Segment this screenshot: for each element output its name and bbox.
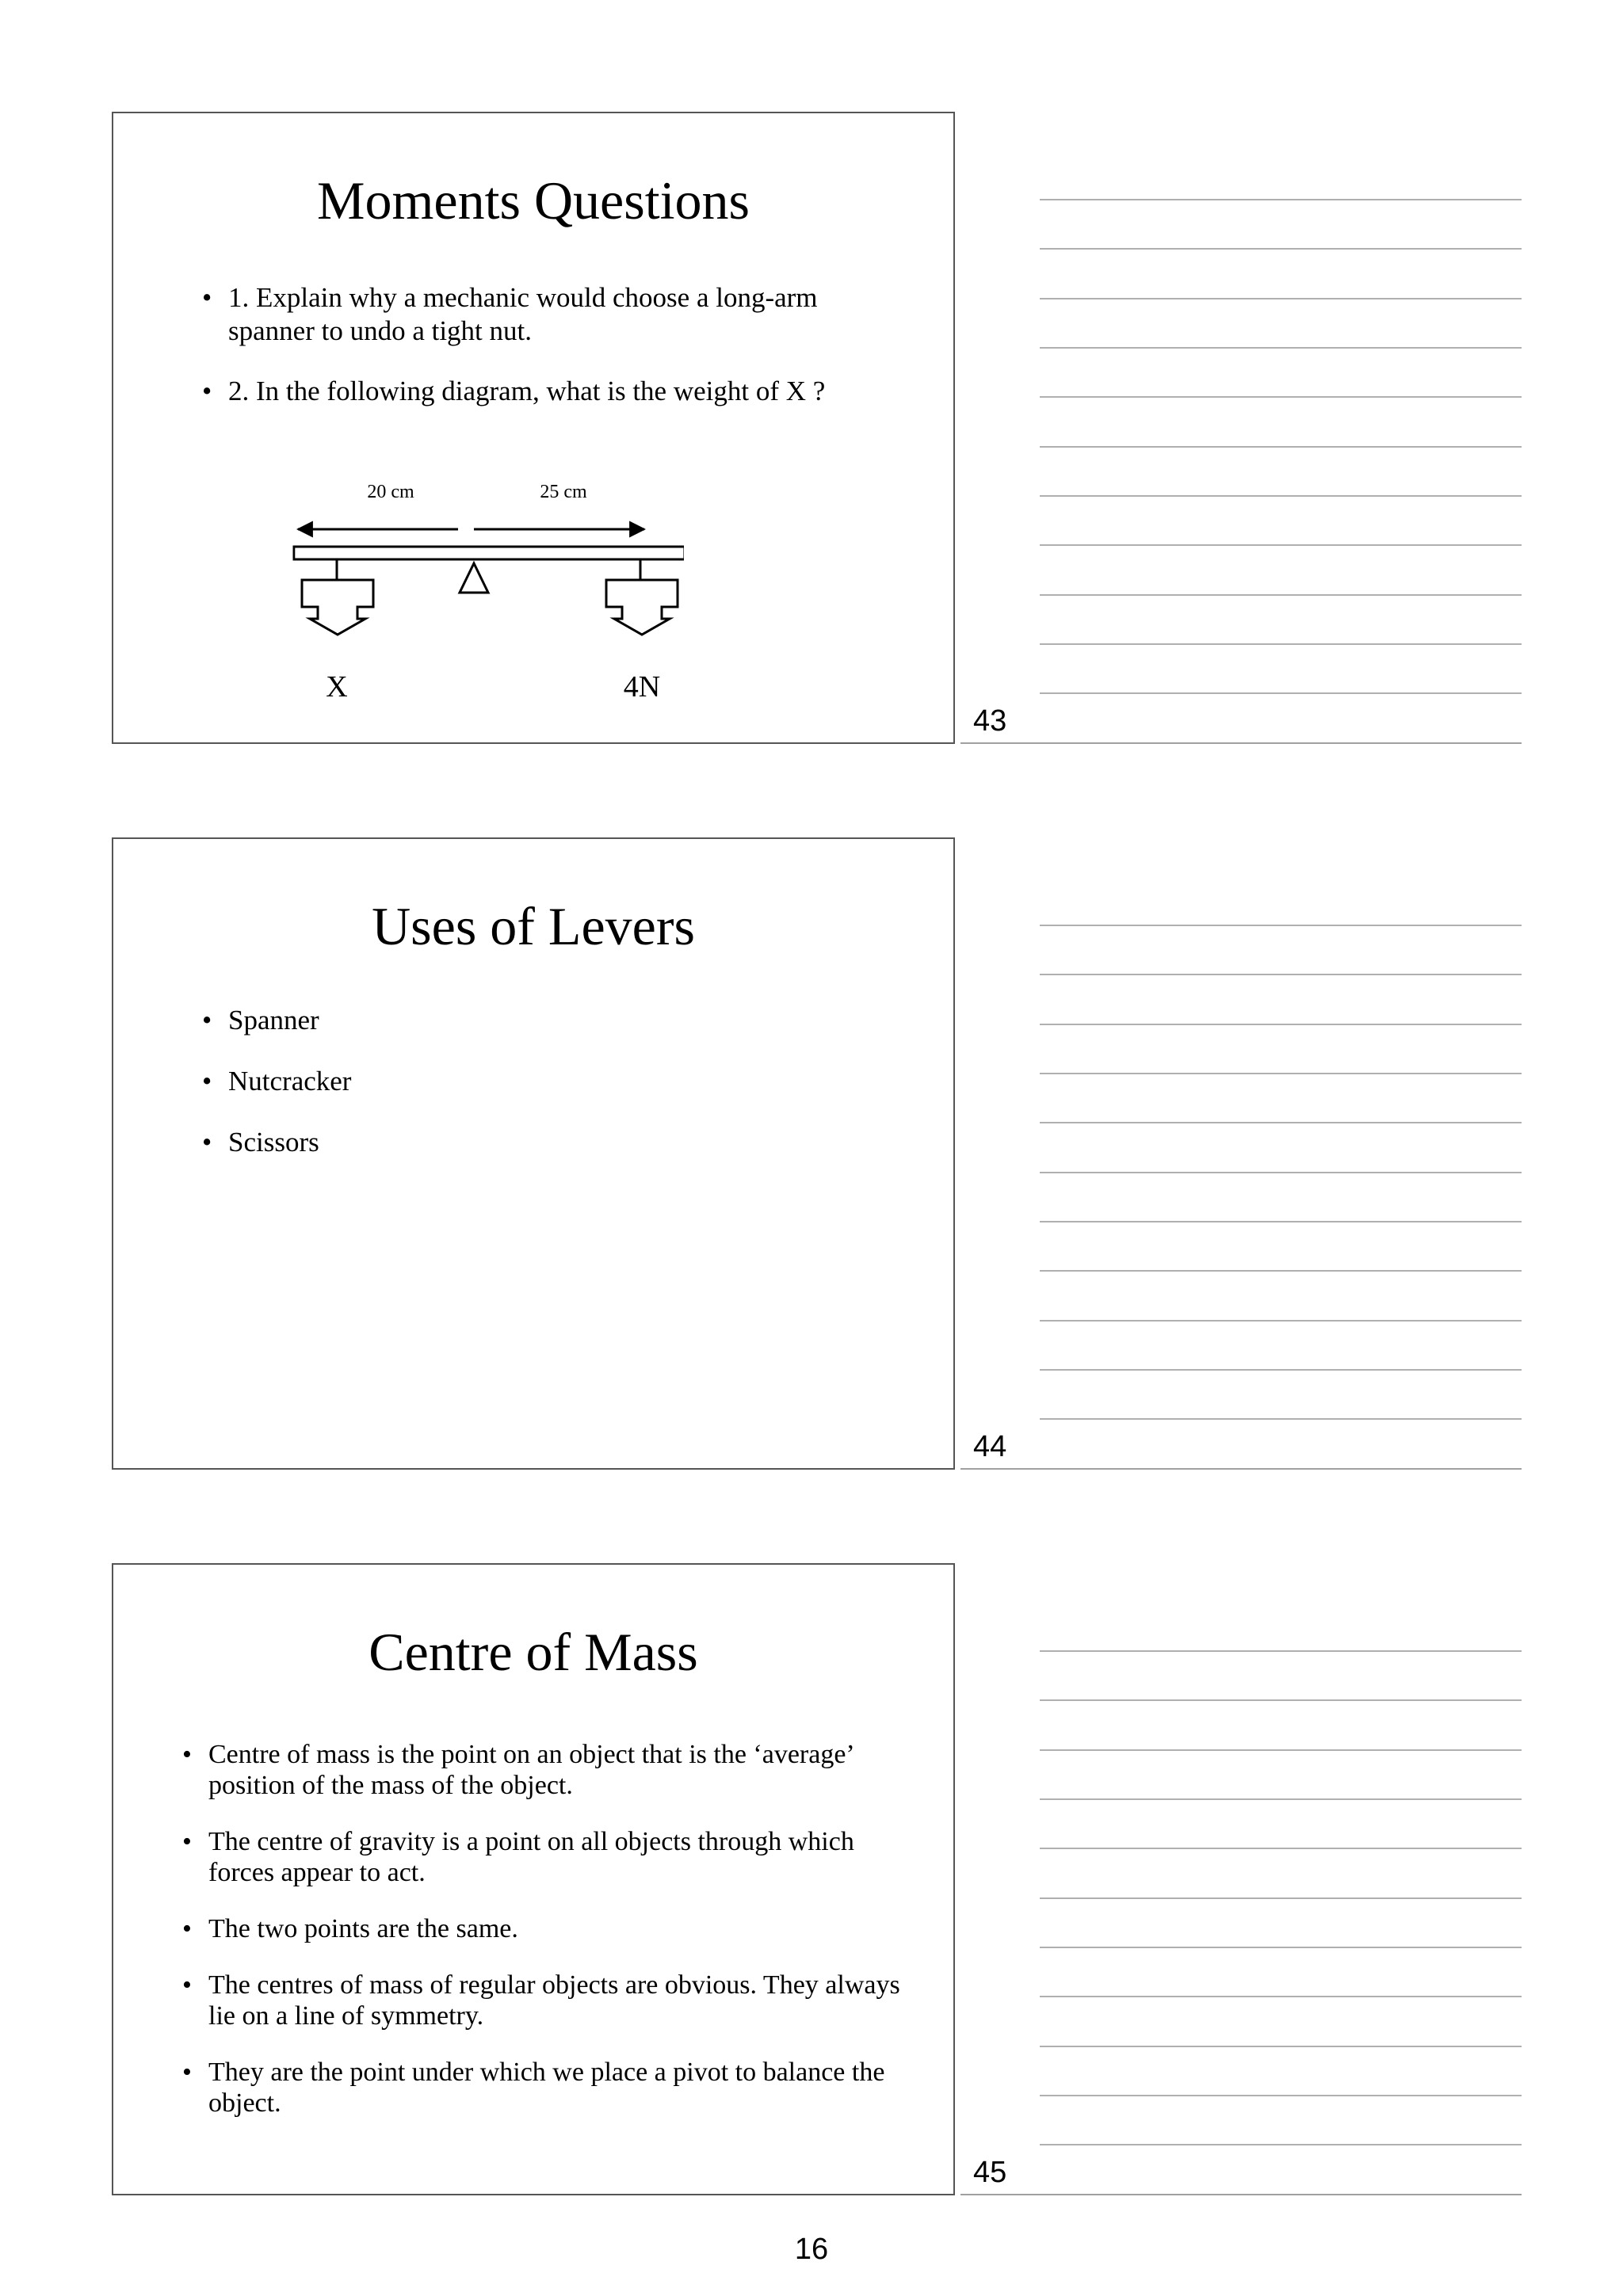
list-item [202, 281, 910, 348]
note-line [1040, 974, 1522, 975]
note-line [1040, 692, 1522, 694]
bullet-text: The centres of mass of regular objects are obvious. They always lie on a line of symmetry. [208, 1970, 900, 2031]
bullet-icon: • [182, 1970, 192, 2000]
bullet-text: 2. In the following diagram, what is the weight of X ? [228, 376, 826, 406]
note-line [1040, 1996, 1522, 1997]
bullet-text: Spanner [228, 1005, 319, 1035]
list-item [182, 1826, 906, 1888]
bullet-list [182, 1739, 906, 2119]
bullet-text: Nutcracker [228, 1066, 352, 1097]
note-line [1040, 1221, 1522, 1222]
slide-44 [112, 837, 955, 1470]
bullet-icon: • [182, 1827, 192, 1856]
note-line [1040, 298, 1522, 299]
right-weight-arrow-icon [606, 580, 678, 635]
page-number: 16 [794, 2233, 829, 2266]
lever-beam [294, 547, 684, 559]
note-line [1040, 2144, 1522, 2145]
note-line [1040, 495, 1522, 497]
note-line [1040, 1897, 1522, 1899]
divider [960, 2194, 1522, 2195]
list-item [182, 2057, 906, 2119]
list-item [202, 1126, 910, 1159]
bullet-icon: • [202, 282, 212, 313]
note-line [1040, 1024, 1522, 1025]
note-line [1040, 446, 1522, 448]
slide-title: Centre of Mass [369, 1622, 698, 1682]
note-line [1040, 1418, 1522, 1420]
right-weight-label: 4N [623, 670, 661, 704]
note-line [1040, 347, 1522, 349]
right-distance-label: 25 cm [540, 482, 587, 502]
bullet-icon: • [202, 376, 212, 406]
note-line [1040, 643, 1522, 645]
bullet-text: Scissors [228, 1127, 319, 1158]
list-item [202, 375, 910, 408]
note-line [1040, 925, 1522, 926]
note-line [1040, 199, 1522, 200]
bullet-text: The two points are the same. [208, 1914, 518, 1943]
note-line [1040, 1798, 1522, 1800]
slide-43 [112, 112, 955, 744]
note-line [1040, 1947, 1522, 1948]
note-line [1040, 2046, 1522, 2047]
bullet-list [202, 1004, 910, 1159]
slide-number: 45 [973, 2156, 1007, 2189]
bullet-icon: • [182, 1914, 192, 1943]
note-line [1040, 1172, 1522, 1173]
note-line [1040, 1650, 1522, 1652]
note-line [1040, 1320, 1522, 1322]
bullet-list [202, 281, 910, 408]
pivot-icon [460, 563, 488, 593]
bullet-text: Centre of mass is the point on an object that is the ‘average’ position of the mass of the object. [208, 1740, 854, 1800]
bullet-icon: • [182, 2058, 192, 2087]
slide-number: 44 [973, 1430, 1007, 1463]
note-line [1040, 544, 1522, 546]
note-line [1040, 1073, 1522, 1074]
list-item [182, 1970, 906, 2031]
note-line [1040, 594, 1522, 596]
list-item [182, 1739, 906, 1801]
slide-title: Uses of Levers [372, 896, 695, 956]
bullet-icon: • [182, 1740, 192, 1769]
note-line [1040, 1749, 1522, 1751]
note-line [1040, 2095, 1522, 2096]
slide-45 [112, 1563, 955, 2195]
bullet-text: They are the point under which we place a pivot to balance the object. [208, 2058, 885, 2118]
slide-number: 43 [973, 704, 1007, 738]
left-distance-label: 20 cm [367, 482, 414, 502]
bullet-text: The centre of gravity is a point on all objects through which forces appear to act. [208, 1827, 854, 1887]
divider [960, 1468, 1522, 1470]
lever-diagram [272, 474, 684, 727]
list-item [202, 1065, 910, 1098]
bullet-icon: • [202, 1066, 212, 1097]
list-item [182, 1913, 906, 1944]
left-weight-arrow-icon [302, 580, 373, 635]
note-line [1040, 1122, 1522, 1123]
note-line [1040, 1270, 1522, 1272]
note-line [1040, 396, 1522, 398]
note-line [1040, 1369, 1522, 1371]
divider [960, 742, 1522, 744]
note-line [1040, 1848, 1522, 1849]
bullet-text: 1. Explain why a mechanic would choose a long-arm spanner to undo a tight nut. [228, 282, 818, 346]
bullet-icon: • [202, 1005, 212, 1035]
slide-title: Moments Questions [317, 170, 750, 231]
left-weight-label: X [326, 670, 348, 704]
note-line [1040, 248, 1522, 250]
bullet-icon: • [202, 1127, 212, 1158]
list-item [202, 1004, 910, 1037]
note-line [1040, 1699, 1522, 1701]
